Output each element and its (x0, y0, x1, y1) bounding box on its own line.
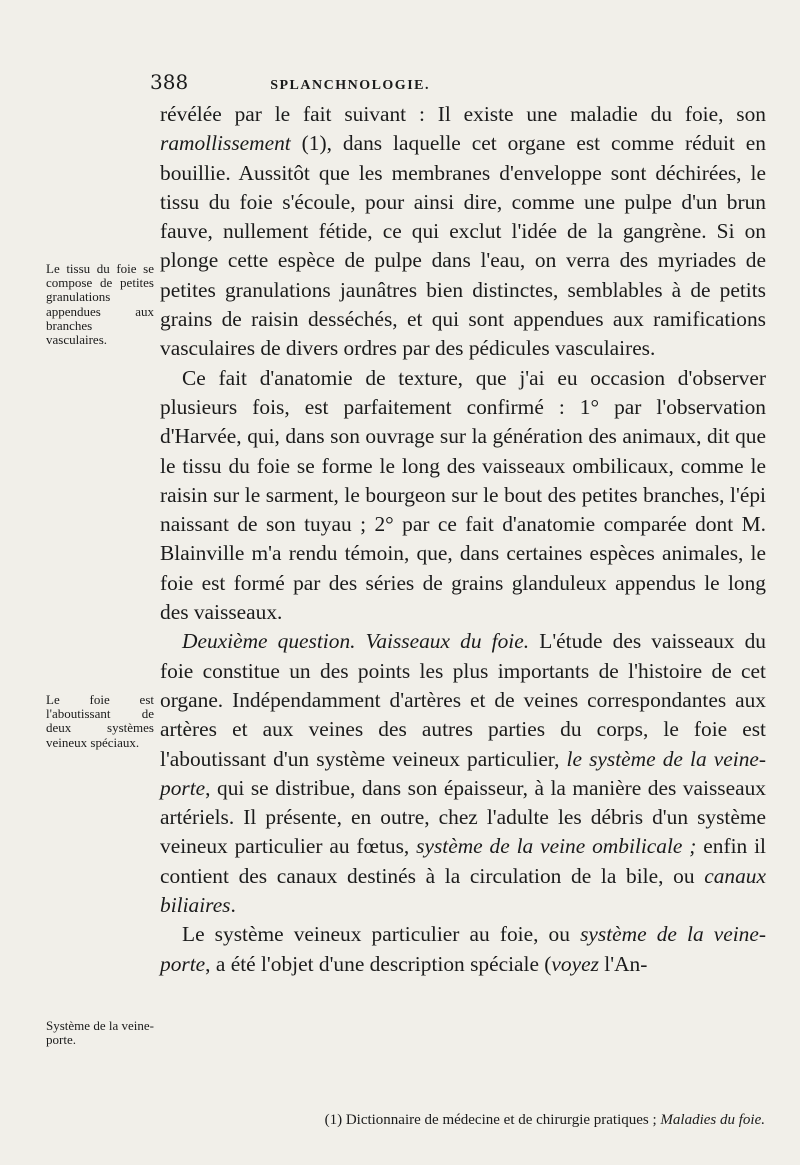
page-number: 388 (150, 70, 189, 94)
running-head: SPLANCHNOLOGIE. (270, 78, 430, 93)
margin-note-systemes-veineux: Le foie est l'aboutissant de deux systèmes veineux spéciaux. (46, 692, 154, 750)
paragraph-anatomie-texture: Ce fait d'anatomie de texture, que j'ai eu occasion d'observer plusieurs fois, est parfaitement confirmé : 1° par l'observation d'Harvée, qui, dans son ouvrage sur la génération des animaux, dit que le tissu du foie se forme le long des vaisseaux ombilicaux, comme le raisin sur le sarment, le bourgeon sur le bout des petites branches, l'épi naissant de son tuyau ; 2° par ce fait d'anatomie comparée dont M. Blainville m'a rendu témoin, que, dans certaines espèces animales, le foie est formé par des séries de grains glanduleux appendus le long des vaisseaux. (160, 365, 766, 625)
paragraph-veine-porte: Le système veineux particulier au foie, ou système de la veine-porte, a été l'objet d'une description spéciale (voyez l'An- (160, 922, 766, 976)
body-text (160, 100, 766, 979)
section-title: Deuxième question. Vaisseaux du foie. (182, 629, 530, 654)
page-header (150, 70, 530, 94)
footnote: (1) Dictionnaire de médecine et de chirurgie pratiques ; Maladies du foie. (324, 1112, 765, 1128)
margin-note-veine-porte: Système de la veine-porte. (46, 1018, 154, 1048)
paragraph-ramollissement: révélée par le fait suivant : Il existe une maladie du foie, son ramollissement (1), dans laquelle cet organe est comme réduit en bouillie. Aussitôt que les membranes d'enveloppe sont déchirées, le tissu du foie s'écoule, pour ainsi dire, comme une pulpe d'un brun fauve, nullement fétide, ce qui exclut l'idée de la gangrène. Si on plonge cette espèce de pulpe dans l'eau, on verra des myriades de petites granulations jaunâtres bien distinctes, semblables à de petits grains de raisin desséchés, et qui sont appendues aux ramifications vasculaires de divers ordres par des pédicules vasculaires. (160, 102, 766, 361)
paragraph-vaisseaux-du-foie: Deuxième question. Vaisseaux du foie. L'étude des vaisseaux du foie constitue un des points les plus importants de l'histoire de cet organe. Indépendamment d'artères et de veines correspondantes aux artères et aux veines des autres parties du corps, le foie est l'aboutissant d'un système veineux particulier, le système de la veine-porte, qui se distribue, dans son épaisseur, à la manière des vaisseaux artériels. Il présente, en outre, chez l'adulte les débris d'un système veineux particulier au fœtus, système de la veine ombilicale ; enfin il contient des canaux destinés à la circulation de la bile, ou canaux biliaires. (160, 629, 767, 918)
margin-note-granulations: Le tissu du foie se compose de petites granulations appendues aux branches vasculaires. (46, 261, 154, 348)
